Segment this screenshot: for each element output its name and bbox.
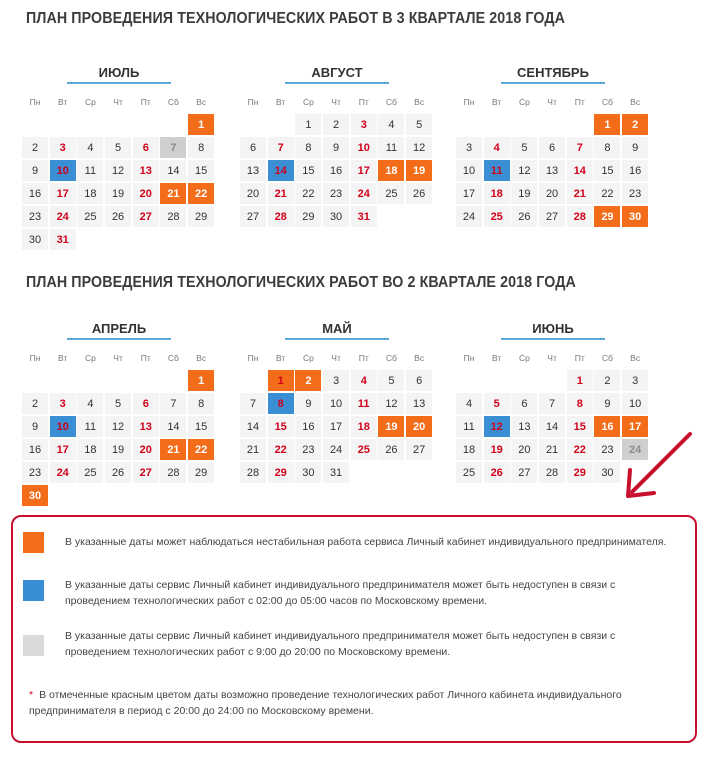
days-grid	[22, 91, 216, 250]
days-grid	[456, 91, 650, 227]
day-cell: 29	[188, 206, 214, 227]
day-cell: 6	[240, 137, 266, 158]
month-name: ИЮНЬ	[532, 321, 574, 336]
day-cell: 31	[351, 206, 377, 227]
day-cell: 8	[188, 393, 214, 414]
day-cell: 16	[622, 160, 648, 181]
weekday-header: Вт	[50, 91, 76, 112]
day-cell: 16	[295, 416, 321, 437]
weekday-header: Сб	[378, 91, 404, 112]
day-cell: 13	[511, 416, 537, 437]
weekday-header: Ср	[295, 91, 321, 112]
day-cell: 28	[268, 206, 294, 227]
day-cell: 7	[539, 393, 565, 414]
day-cell: 14	[539, 416, 565, 437]
day-cell: 23	[22, 206, 48, 227]
weekday-header: Пт	[567, 347, 593, 368]
day-cell: 9	[323, 137, 349, 158]
empty-cell	[268, 114, 294, 135]
day-cell: 3	[351, 114, 377, 135]
day-cell: 22	[295, 183, 321, 204]
day-cell: 21	[539, 439, 565, 460]
day-cell: 26	[406, 183, 432, 204]
day-cell: 30	[594, 462, 620, 483]
day-cell: 25	[77, 206, 103, 227]
day-cell: 9	[594, 393, 620, 414]
q2-plan-title: ПЛАН ПРОВЕДЕНИЯ ТЕХНОЛОГИЧЕСКИХ РАБОТ ВО 2 КВАРТАЛЕ 2018 ГОДА	[26, 274, 576, 291]
weekday-header: Вс	[622, 347, 648, 368]
empty-cell	[539, 370, 565, 391]
day-cell: 30	[622, 206, 648, 227]
weekday-header: Пт	[567, 91, 593, 112]
legend-red-text: В отмеченные красным цветом даты возможно проведение технологических работ Личного кабинета индивидуального предпринимателя в период с 20:00 до 24:00 по Московскому времени.	[29, 689, 622, 717]
empty-cell	[484, 114, 510, 135]
day-cell: 11	[351, 393, 377, 414]
empty-cell	[160, 370, 186, 391]
day-cell: 20	[240, 183, 266, 204]
day-cell: 31	[50, 229, 76, 250]
empty-cell	[511, 370, 537, 391]
empty-cell	[539, 114, 565, 135]
empty-cell	[456, 114, 482, 135]
day-cell: 19	[105, 183, 131, 204]
day-cell: 15	[268, 416, 294, 437]
day-cell: 22	[188, 183, 214, 204]
day-cell: 9	[22, 160, 48, 181]
day-cell: 31	[323, 462, 349, 483]
day-cell: 6	[133, 393, 159, 414]
day-cell: 6	[406, 370, 432, 391]
day-cell: 8	[268, 393, 294, 414]
legend-grey-text: В указанные даты сервис Личный кабинет индивидуального предпринимателя может быть недоступен в связи с проведением технологических работ с 9:00 до 20:00 по Московскому времени.	[65, 630, 616, 658]
day-cell: 1	[268, 370, 294, 391]
weekday-header: Пн	[456, 91, 482, 112]
day-cell: 10	[50, 416, 76, 437]
empty-cell	[133, 370, 159, 391]
month-underline	[285, 338, 389, 340]
blue-swatch	[23, 580, 44, 601]
day-cell: 20	[133, 439, 159, 460]
day-cell: 4	[378, 114, 404, 135]
day-cell: 23	[622, 183, 648, 204]
day-cell: 9	[622, 137, 648, 158]
weekday-header: Пт	[133, 347, 159, 368]
day-cell: 14	[268, 160, 294, 181]
day-cell: 22	[188, 439, 214, 460]
day-cell: 27	[539, 206, 565, 227]
weekday-header: Пт	[133, 91, 159, 112]
day-cell: 23	[22, 462, 48, 483]
day-cell: 9	[295, 393, 321, 414]
day-cell: 29	[567, 462, 593, 483]
day-cell: 6	[511, 393, 537, 414]
day-cell: 27	[133, 462, 159, 483]
day-cell: 18	[484, 183, 510, 204]
day-cell: 15	[188, 160, 214, 181]
day-cell: 10	[323, 393, 349, 414]
day-cell: 25	[484, 206, 510, 227]
weekday-header: Пн	[22, 91, 48, 112]
weekday-header: Ср	[511, 347, 537, 368]
day-cell: 19	[484, 439, 510, 460]
day-cell: 17	[456, 183, 482, 204]
weekday-header: Пн	[240, 347, 266, 368]
legend-blue-text: В указанные даты сервис Личный кабинет индивидуального предпринимателя может быть недоступен в связи с проведением технологических работ с 02:00 до 05:00 часов по Московскому времени.	[65, 579, 616, 607]
weekday-header: Чт	[105, 347, 131, 368]
day-cell: 14	[160, 416, 186, 437]
day-cell: 18	[456, 439, 482, 460]
day-cell: 12	[378, 393, 404, 414]
day-cell: 8	[295, 137, 321, 158]
calendar-september	[456, 64, 650, 227]
day-cell: 10	[50, 160, 76, 181]
day-cell: 2	[622, 114, 648, 135]
weekday-header: Вс	[406, 347, 432, 368]
weekday-header: Чт	[539, 347, 565, 368]
weekday-header: Вт	[268, 91, 294, 112]
day-cell: 26	[511, 206, 537, 227]
day-cell: 16	[323, 160, 349, 181]
empty-cell	[456, 370, 482, 391]
day-cell: 12	[484, 416, 510, 437]
day-cell: 1	[295, 114, 321, 135]
day-cell: 21	[268, 183, 294, 204]
day-cell: 3	[456, 137, 482, 158]
day-cell: 4	[351, 370, 377, 391]
empty-cell	[240, 370, 266, 391]
day-cell: 16	[22, 439, 48, 460]
empty-cell	[567, 114, 593, 135]
day-cell: 13	[133, 160, 159, 181]
day-cell: 28	[160, 206, 186, 227]
day-cell: 1	[594, 114, 620, 135]
day-cell: 15	[188, 416, 214, 437]
weekday-header: Чт	[105, 91, 131, 112]
day-cell: 23	[295, 439, 321, 460]
weekday-header: Ср	[77, 91, 103, 112]
day-cell: 10	[622, 393, 648, 414]
day-cell: 26	[484, 462, 510, 483]
day-cell: 14	[160, 160, 186, 181]
day-cell: 19	[406, 160, 432, 181]
weekday-header: Вт	[50, 347, 76, 368]
calendar-august	[240, 64, 434, 227]
day-cell: 3	[50, 137, 76, 158]
day-cell: 8	[594, 137, 620, 158]
legend-orange-text: В указанные даты может наблюдаться нестабильная работа сервиса Личный кабинет индивидуального предпринимателя.	[65, 536, 667, 548]
day-cell: 2	[295, 370, 321, 391]
day-cell: 5	[105, 393, 131, 414]
weekday-header: Пт	[351, 91, 377, 112]
empty-cell	[22, 370, 48, 391]
day-cell: 28	[240, 462, 266, 483]
weekday-header: Сб	[378, 347, 404, 368]
day-cell: 7	[240, 393, 266, 414]
day-cell: 6	[133, 137, 159, 158]
day-cell: 16	[594, 416, 620, 437]
empty-cell	[105, 370, 131, 391]
pointer-arrow-icon	[620, 430, 695, 502]
days-grid	[240, 347, 434, 483]
day-cell: 5	[484, 393, 510, 414]
day-cell: 5	[378, 370, 404, 391]
weekday-header: Пн	[456, 347, 482, 368]
day-cell: 8	[567, 393, 593, 414]
month-underline	[501, 82, 605, 84]
day-cell: 19	[511, 183, 537, 204]
weekday-header: Чт	[323, 91, 349, 112]
day-cell: 27	[511, 462, 537, 483]
day-cell: 24	[323, 439, 349, 460]
day-cell: 24	[50, 206, 76, 227]
day-cell: 27	[240, 206, 266, 227]
day-cell: 12	[406, 137, 432, 158]
day-cell: 26	[105, 206, 131, 227]
empty-cell	[105, 114, 131, 135]
day-cell: 18	[77, 183, 103, 204]
day-cell: 15	[567, 416, 593, 437]
calendar-july	[22, 64, 216, 250]
day-cell: 27	[133, 206, 159, 227]
day-cell: 22	[268, 439, 294, 460]
month-underline	[67, 82, 171, 84]
day-cell: 19	[105, 439, 131, 460]
day-cell: 7	[268, 137, 294, 158]
day-cell: 13	[133, 416, 159, 437]
day-cell: 6	[539, 137, 565, 158]
empty-cell	[77, 114, 103, 135]
month-name: АВГУСТ	[311, 65, 363, 80]
empty-cell	[50, 114, 76, 135]
weekday-header: Вт	[484, 91, 510, 112]
weekday-header: Сб	[594, 91, 620, 112]
day-cell: 13	[539, 160, 565, 181]
weekday-header: Вс	[406, 91, 432, 112]
day-cell: 3	[50, 393, 76, 414]
day-cell: 17	[323, 416, 349, 437]
day-cell: 17	[351, 160, 377, 181]
empty-cell	[77, 370, 103, 391]
day-cell: 14	[567, 160, 593, 181]
day-cell: 14	[240, 416, 266, 437]
empty-cell	[240, 114, 266, 135]
day-cell: 16	[22, 183, 48, 204]
day-cell: 21	[240, 439, 266, 460]
day-cell: 21	[160, 439, 186, 460]
month-name: СЕНТЯБРЬ	[517, 65, 589, 80]
day-cell: 7	[567, 137, 593, 158]
empty-cell	[160, 114, 186, 135]
empty-cell	[484, 370, 510, 391]
day-cell: 25	[77, 462, 103, 483]
day-cell: 22	[567, 439, 593, 460]
day-cell: 24	[622, 439, 648, 460]
day-cell: 28	[567, 206, 593, 227]
orange-swatch	[23, 532, 44, 553]
weekday-header: Сб	[160, 347, 186, 368]
day-cell: 24	[456, 206, 482, 227]
month-underline	[285, 82, 389, 84]
day-cell: 5	[105, 137, 131, 158]
calendar-may	[240, 320, 434, 483]
day-cell: 27	[406, 439, 432, 460]
day-cell: 11	[77, 416, 103, 437]
day-cell: 5	[406, 114, 432, 135]
day-cell: 15	[295, 160, 321, 181]
day-cell: 18	[351, 416, 377, 437]
day-cell: 30	[295, 462, 321, 483]
month-underline	[501, 338, 605, 340]
weekday-header: Вс	[188, 91, 214, 112]
day-cell: 24	[351, 183, 377, 204]
day-cell: 26	[378, 439, 404, 460]
day-cell: 3	[323, 370, 349, 391]
day-cell: 30	[323, 206, 349, 227]
day-cell: 4	[77, 393, 103, 414]
day-cell: 24	[50, 462, 76, 483]
day-cell: 2	[594, 370, 620, 391]
day-cell: 17	[622, 416, 648, 437]
day-cell: 21	[160, 183, 186, 204]
weekday-header: Ср	[295, 347, 321, 368]
day-cell: 10	[351, 137, 377, 158]
weekday-header: Сб	[594, 347, 620, 368]
day-cell: 13	[406, 393, 432, 414]
weekday-header: Пн	[240, 91, 266, 112]
day-cell: 5	[511, 137, 537, 158]
day-cell: 17	[50, 439, 76, 460]
weekday-header: Чт	[323, 347, 349, 368]
day-cell: 17	[50, 183, 76, 204]
day-cell: 7	[160, 137, 186, 158]
legend-red	[29, 687, 679, 719]
day-cell: 9	[22, 416, 48, 437]
day-cell: 11	[378, 137, 404, 158]
day-cell: 15	[594, 160, 620, 181]
weekday-header: Сб	[160, 91, 186, 112]
day-cell: 29	[188, 462, 214, 483]
day-cell: 12	[105, 160, 131, 181]
weekday-header: Пт	[351, 347, 377, 368]
calendar-april	[22, 320, 216, 506]
day-cell: 12	[511, 160, 537, 181]
legend-box	[11, 515, 697, 743]
day-cell: 20	[539, 183, 565, 204]
day-cell: 1	[188, 370, 214, 391]
day-cell: 26	[105, 462, 131, 483]
weekday-header: Ср	[511, 91, 537, 112]
day-cell: 28	[539, 462, 565, 483]
day-cell: 29	[268, 462, 294, 483]
day-cell: 2	[22, 137, 48, 158]
day-cell: 4	[77, 137, 103, 158]
empty-cell	[511, 114, 537, 135]
day-cell: 12	[105, 416, 131, 437]
day-cell: 29	[594, 206, 620, 227]
day-cell: 7	[160, 393, 186, 414]
day-cell: 2	[323, 114, 349, 135]
day-cell: 25	[351, 439, 377, 460]
day-cell: 11	[77, 160, 103, 181]
empty-cell	[22, 114, 48, 135]
day-cell: 3	[622, 370, 648, 391]
day-cell: 1	[188, 114, 214, 135]
day-cell: 21	[567, 183, 593, 204]
weekday-header: Вс	[188, 347, 214, 368]
month-name: ИЮЛЬ	[98, 65, 140, 80]
day-cell: 25	[378, 183, 404, 204]
day-cell: 23	[323, 183, 349, 204]
day-cell: 28	[160, 462, 186, 483]
weekday-header: Вс	[622, 91, 648, 112]
days-grid	[240, 91, 434, 227]
empty-cell	[50, 370, 76, 391]
empty-cell	[133, 114, 159, 135]
day-cell: 19	[378, 416, 404, 437]
weekday-header: Ср	[77, 347, 103, 368]
day-cell: 22	[594, 183, 620, 204]
day-cell: 10	[456, 160, 482, 181]
day-cell: 20	[133, 183, 159, 204]
day-cell: 20	[406, 416, 432, 437]
month-name: АПРЕЛЬ	[91, 321, 147, 336]
day-cell: 1	[567, 370, 593, 391]
day-cell: 29	[295, 206, 321, 227]
day-cell: 18	[378, 160, 404, 181]
day-cell: 20	[511, 439, 537, 460]
day-cell: 11	[484, 160, 510, 181]
day-cell: 2	[22, 393, 48, 414]
month-name: МАЙ	[322, 321, 352, 336]
days-grid	[22, 347, 216, 506]
weekday-header: Вт	[484, 347, 510, 368]
day-cell: 25	[456, 462, 482, 483]
day-cell: 18	[77, 439, 103, 460]
day-cell: 30	[22, 229, 48, 250]
day-cell: 13	[240, 160, 266, 181]
weekday-header: Чт	[539, 91, 565, 112]
weekday-header: Пн	[22, 347, 48, 368]
day-cell: 11	[456, 416, 482, 437]
day-cell: 8	[188, 137, 214, 158]
day-cell: 30	[22, 485, 48, 506]
weekday-header: Вт	[268, 347, 294, 368]
grey-swatch	[23, 635, 44, 656]
day-cell: 23	[594, 439, 620, 460]
q3-plan-title: ПЛАН ПРОВЕДЕНИЯ ТЕХНОЛОГИЧЕСКИХ РАБОТ В 3 КВАРТАЛЕ 2018 ГОДА	[26, 10, 566, 27]
day-cell: 4	[484, 137, 510, 158]
day-cell: 4	[456, 393, 482, 414]
month-underline	[67, 338, 171, 340]
red-star-mark: *	[29, 689, 34, 701]
